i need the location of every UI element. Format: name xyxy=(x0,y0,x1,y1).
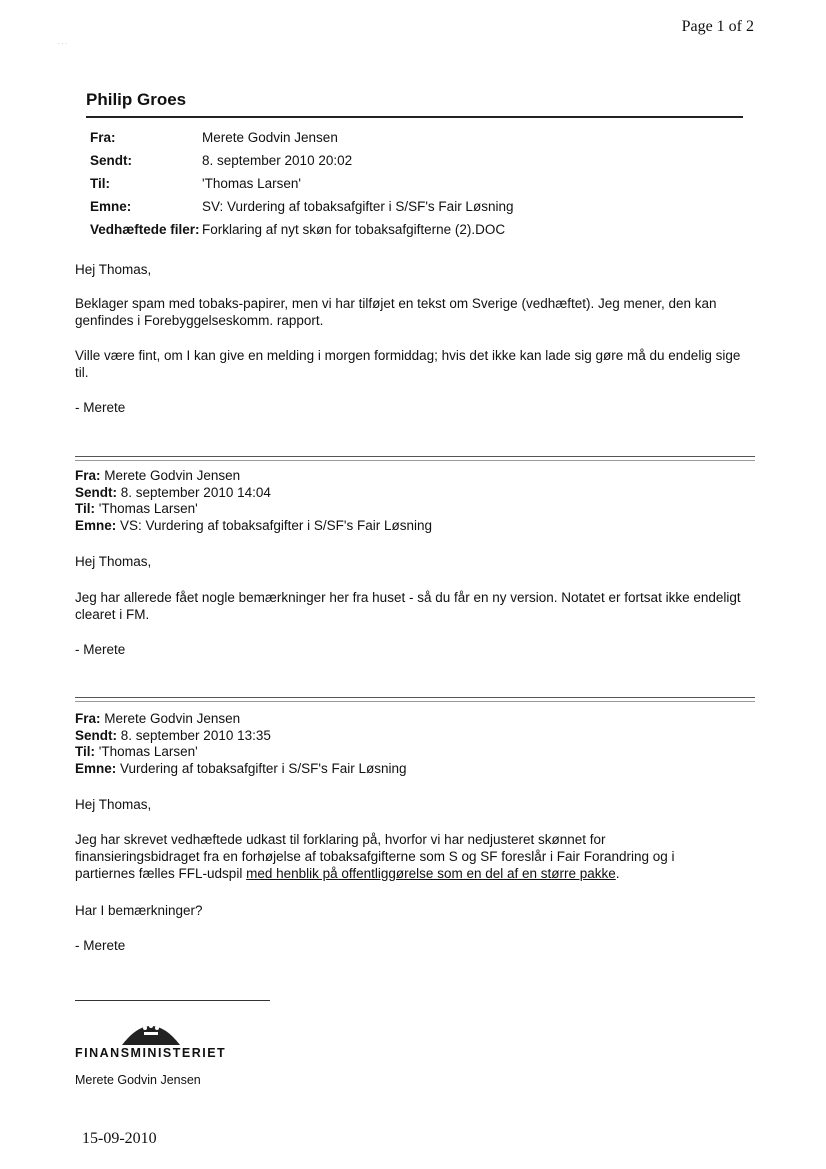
message-2-greeting: Hej Thomas, xyxy=(75,554,152,569)
meta-value: 8. september 2010 14:04 xyxy=(120,484,271,500)
message-separator xyxy=(75,697,755,702)
paragraph-text: . xyxy=(615,866,620,881)
meta-label: Til: xyxy=(75,501,95,516)
meta-label: Emne: xyxy=(75,517,117,533)
meta-value: 8. september 2010 13:35 xyxy=(120,727,271,743)
meta-sent xyxy=(75,728,406,745)
meta-label: Sendt: xyxy=(75,484,117,500)
message-2-paragraph xyxy=(75,589,755,623)
message-2-signoff: - Merete xyxy=(75,642,126,657)
header-label: Til: xyxy=(90,176,110,191)
email-header xyxy=(90,126,513,241)
header-label: Vedhæftede filer: xyxy=(90,222,200,237)
message-2-meta xyxy=(75,468,432,534)
paragraph: Beklager spam med tobaks-papirer, men vi har tilføjet en tekst om Sverige (vedhæftet). Jeg mener, den kan genfindes i Forebyggelseskomm. rapport. xyxy=(75,296,717,328)
meta-label: Sendt: xyxy=(75,727,117,743)
paragraph: Jeg har allerede fået nogle bemærkninger her fra huset - så du får en ny version. Notatet er fortsat ikke endeligt clearet i FM. xyxy=(75,590,741,622)
header-row-from xyxy=(90,126,513,149)
meta-value: Vurdering af tobaksafgifter i S/SF's Fair Løsning xyxy=(120,760,407,776)
meta-to xyxy=(75,744,406,761)
paragraph xyxy=(75,831,725,882)
underlined-text: med henblik på offentliggørelse som en del af en større pakke xyxy=(246,866,616,881)
meta-value: Merete Godvin Jensen xyxy=(104,711,241,726)
signature-divider xyxy=(75,1000,270,1001)
paragraph-text: Jeg har skrevet vedhæftede udkast til forklaring på, hvorfor vi har nedjusteret skønnet for finansieringsbidraget fra en forhøjelse af tobaksafgifterne som S og SF foreslår i Fair Forandring og i partiernes fælles FFL-udspil xyxy=(75,832,675,881)
message-3-question: Har I bemærkninger? xyxy=(75,903,203,918)
header-value: 'Thomas Larsen' xyxy=(202,176,301,191)
ministry-wordmark: FINANSMINISTERIET xyxy=(75,1046,227,1060)
header-label: Emne: xyxy=(90,199,132,214)
header-label: Sendt: xyxy=(90,153,132,168)
header-row-sent xyxy=(90,149,513,172)
meta-to xyxy=(75,501,432,518)
meta-label: Fra: xyxy=(75,711,101,726)
meta-from xyxy=(75,711,406,728)
meta-from xyxy=(75,468,432,485)
signature-name: Merete Godvin Jensen xyxy=(75,1073,201,1087)
paragraph: Ville være fint, om I kan give en melding i morgen formiddag; hvis det ikke kan lade sig gøre må du endelig sige til. xyxy=(75,348,741,380)
message-separator xyxy=(75,456,755,461)
header-label: Fra: xyxy=(90,130,116,145)
print-date: 15-09-2010 xyxy=(82,1130,157,1147)
message-1-signoff: - Merete xyxy=(75,400,126,415)
crown-logo-icon xyxy=(120,1015,182,1045)
attachment-link[interactable]: Forklaring af nyt skøn for tobaksafgifterne (2).DOC xyxy=(202,222,506,237)
meta-value: 'Thomas Larsen' xyxy=(98,744,198,759)
message-3-greeting: Hej Thomas, xyxy=(75,797,152,812)
meta-subject xyxy=(75,518,432,535)
message-3-signoff: - Merete xyxy=(75,938,126,953)
scan-artifact: ... xyxy=(58,40,70,46)
header-value: Merete Godvin Jensen xyxy=(202,130,338,145)
header-value: SV: Vurdering af tobaksafgifter i S/SF's Fair Løsning xyxy=(202,199,514,214)
header-row-subject xyxy=(90,195,513,218)
message-1-greeting: Hej Thomas, xyxy=(75,262,152,277)
meta-value: Merete Godvin Jensen xyxy=(104,468,241,483)
page-number: Page 1 of 2 xyxy=(681,18,754,35)
message-3-meta xyxy=(75,711,406,777)
message-1-paragraph xyxy=(75,347,755,381)
meta-label: Til: xyxy=(75,744,95,759)
message-3-paragraph xyxy=(75,831,725,882)
header-value: 8. september 2010 20:02 xyxy=(202,153,353,168)
meta-value: VS: Vurdering af tobaksafgifter i S/SF's Fair Løsning xyxy=(120,517,432,533)
header-row-attachments xyxy=(90,218,513,241)
meta-label: Emne: xyxy=(75,760,117,776)
meta-label: Fra: xyxy=(75,468,101,483)
meta-subject xyxy=(75,761,406,778)
header-divider xyxy=(86,116,743,118)
mailbox-owner: Philip Groes xyxy=(86,90,187,109)
meta-value: 'Thomas Larsen' xyxy=(98,501,198,516)
meta-sent xyxy=(75,485,432,502)
header-row-to xyxy=(90,172,513,195)
message-1-paragraph xyxy=(75,295,755,329)
